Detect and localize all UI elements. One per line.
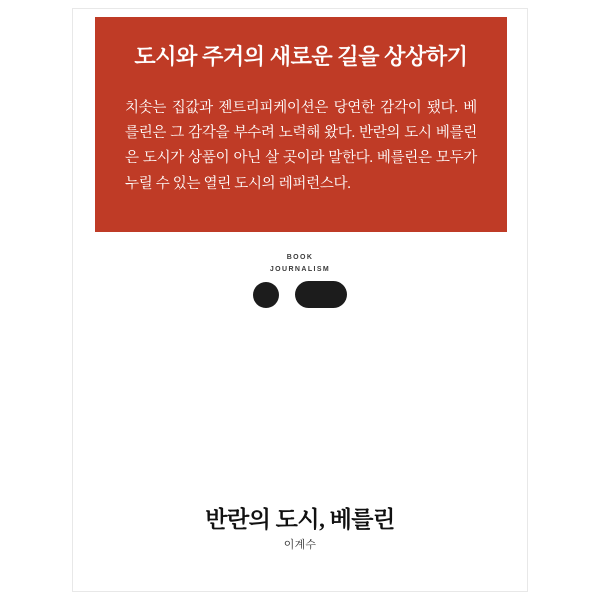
book-author: 이계수 bbox=[283, 539, 317, 551]
cover-headline: 도시와 주거의 새로운 길을 상상하기 bbox=[134, 44, 468, 69]
cover-banner bbox=[95, 17, 507, 232]
publisher-logo bbox=[73, 281, 527, 308]
book-cover bbox=[72, 8, 528, 592]
cover-blurb: 치솟는 집값과 젠트리피케이션은 당연한 감각이 됐다. 베를린은 그 감각을 부수려 노력해 왔다. 반란의 도시 베를린은 도시가 상품이 아닌 살 곳이라 말한다. 베를린은 모두가 누릴 수 있는 열린 도시의 레퍼런스다. bbox=[125, 99, 477, 192]
circle-mark-icon bbox=[253, 282, 279, 308]
imprint-block bbox=[73, 252, 527, 276]
imprint-line-1: BOOK bbox=[286, 254, 314, 261]
book-title: 반란의 도시, 베를린 bbox=[205, 507, 395, 532]
pill-mark-icon bbox=[295, 281, 347, 308]
imprint-line-2: JOURNALISM bbox=[269, 265, 331, 273]
